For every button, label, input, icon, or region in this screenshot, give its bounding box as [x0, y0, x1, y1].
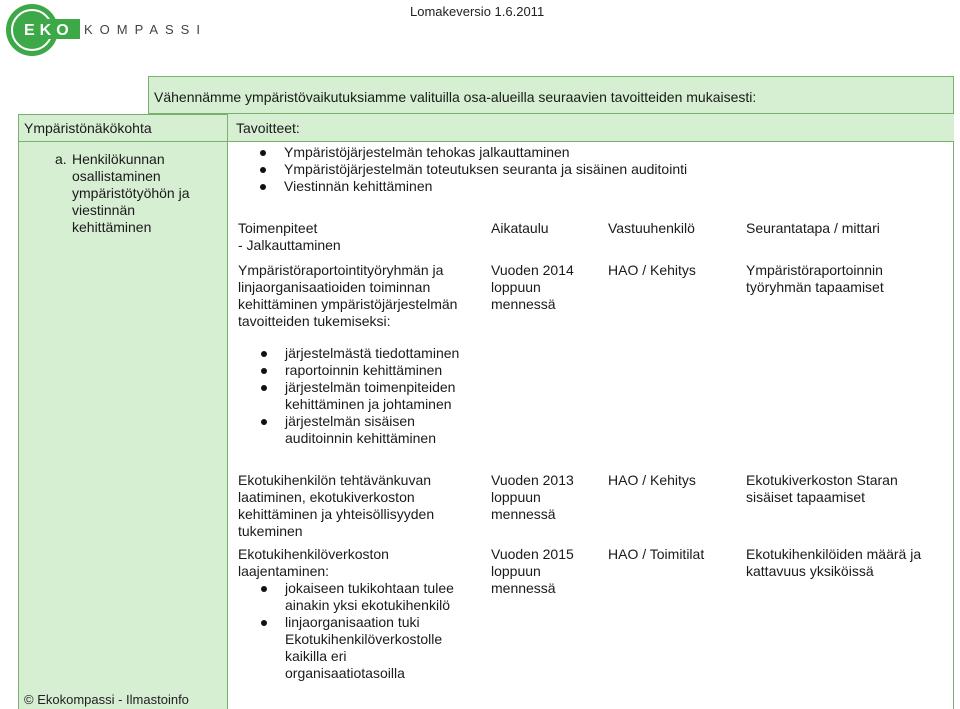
svg-text:EKO: EKO — [24, 22, 74, 39]
list-item: järjestelmän sisäisen auditoinnin kehittäminen — [285, 413, 459, 447]
row3-followup: Ekotukihenkilöiden määrä ja kattavuus yksiköissä — [746, 546, 922, 579]
followup-header: Seurantatapa / mittari — [746, 220, 880, 236]
form-version: Lomakeversio 1.6.2011 — [410, 4, 545, 19]
aspect-item: Henkilökunnan osallistaminen ympäristötyöhön ja viestinnän kehittäminen — [72, 151, 190, 235]
aspect-header: Ympäristönäkökohta — [24, 120, 152, 136]
row3-measure: Ekotukihenkilöverkoston laajentaminen: — [238, 546, 389, 579]
schedule-header: Aikataulu — [491, 220, 549, 236]
list-item: Viestinnän kehittäminen — [284, 178, 687, 195]
footer-copyright: © Ekokompassi - Ilmastoinfo — [24, 692, 189, 707]
divider — [18, 141, 228, 142]
row1-followup: Ympäristöraportoinnin työryhmän tapaamiset — [746, 262, 884, 295]
table-title-cell — [148, 76, 954, 114]
list-item: Ympäristöjärjestelmän tehokas jalkauttaminen — [284, 144, 687, 161]
measures-header: Toimenpiteet - Jalkauttaminen — [238, 220, 341, 253]
list-item: raportoinnin kehittäminen — [285, 362, 459, 379]
row1-responsible: HAO / Kehitys — [608, 262, 696, 278]
row2-responsible: HAO / Kehitys — [608, 472, 696, 488]
list-item: linjaorganisaation tuki Ekotukihenkilöverkostolle kaikilla eri organisaatiotasoilla — [285, 614, 454, 682]
row1-bullets — [285, 345, 459, 447]
svg-text:KOMPASSI: KOMPASSI — [84, 22, 200, 37]
goals-header-cell — [228, 114, 954, 142]
responsible-header: Vastuuhenkilö — [608, 220, 695, 236]
row3-schedule: Vuoden 2015 loppuun mennessä — [491, 546, 574, 596]
list-item: järjestelmän toimenpiteiden kehittäminen ja johtaminen — [285, 379, 459, 413]
table-title: Vähennämme ympäristövaikutuksiamme valituilla osa-alueilla seuraavien tavoitteiden mukaisesti: — [154, 89, 757, 105]
ekokompassi-logo — [4, 2, 200, 58]
goals-header: Tavoitteet: — [236, 120, 300, 136]
row2-followup: Ekotukiverkoston Staran sisäiset tapaamiset — [746, 472, 898, 505]
list-item: järjestelmästä tiedottaminen — [285, 345, 459, 362]
row1-measure: Ympäristöraportointityöryhmän ja linjaorganisaatioiden toiminnan kehittäminen ympäristöjärjestelmän tavoitteiden tukemiseksi: — [238, 262, 458, 329]
row3-bullets — [285, 580, 454, 682]
row1-schedule: Vuoden 2014 loppuun mennessä — [491, 262, 574, 312]
row3-responsible: HAO / Toimitilat — [608, 546, 705, 562]
row2-schedule: Vuoden 2013 loppuun mennessä — [491, 472, 574, 522]
list-item: Ympäristöjärjestelmän toteutuksen seuranta ja sisäinen auditointi — [284, 161, 687, 178]
list-item: jokaiseen tukikohtaan tulee ainakin yksi ekotukihenkilö — [285, 580, 454, 614]
goals-list — [284, 144, 687, 195]
row2-measure: Ekotukihenkilön tehtävänkuvan laatiminen, ekotukiverkoston kehittäminen ja yhteisöllisyyden tukeminen — [238, 472, 435, 539]
aspect-marker: a. — [55, 151, 67, 167]
